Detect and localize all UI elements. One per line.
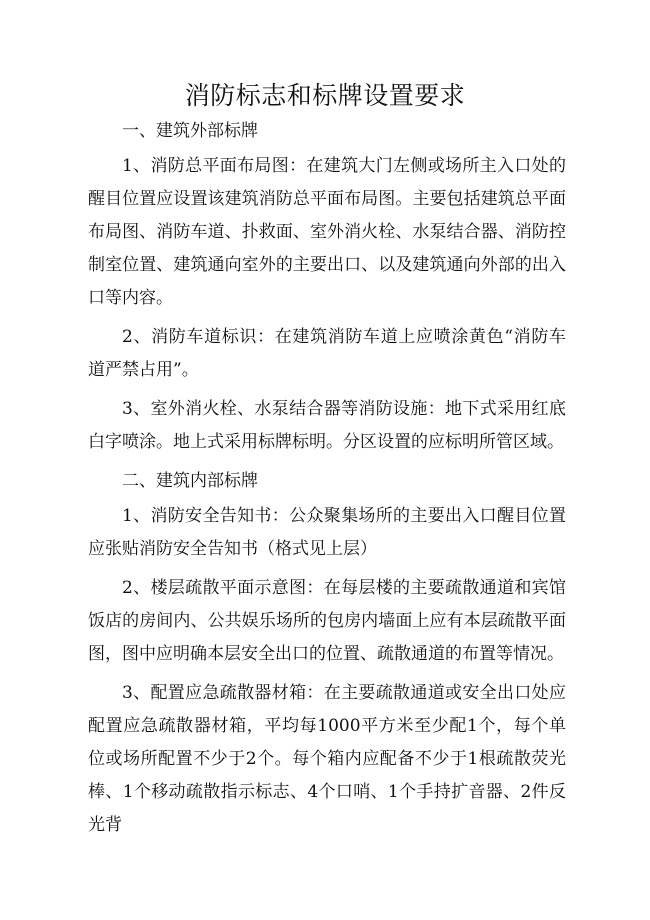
- paragraph-outdoor-hydrant: 3、室外消火栓、水泵结合器等消防设施：地下式采用红底白字喷涂。地上式采用标牌标明。分区设置的应标明所管区域。: [88, 399, 566, 452]
- paragraph-fire-layout-plan: 1、消防总平面布局图：在建筑大门左侧或场所主入口处的醒目位置应设置该建筑消防总平面布局图。主要包括建筑总平面布局图、消防车道、扑救面、室外消火栓、水泵结合器、消防控制室位置、建筑通向室外的主要出口、以及建筑通向外部的出入口等内容。: [88, 156, 566, 308]
- paragraph-evacuation-plan: 2、楼层疏散平面示意图：在每层楼的主要疏散通道和宾馆饭店的房间内、公共娱乐场所的包房内墙面上应有本层疏散平面图，图中应明确本层安全出口的位置、疏散通道的布置等情况。: [88, 578, 566, 664]
- paragraph-safety-notice: 1、消防安全告知书：公众聚集场所的主要出入口醒目位置应张贴消防安全告知书（格式见上层）: [88, 506, 566, 559]
- paragraph-evacuation-kit: 3、配置应急疏散器材箱：在主要疏散通道或安全出口处应配置应急疏散器材箱，平均每1000平方米至少配1个，每个单位或场所配置不少于2个。每个箱内应配备不少于1根疏散荧光棒、1个移动疏散指示标志、4个口哨、1个手持扩音器、2件反光背: [88, 683, 566, 835]
- section-heading-interior: 二、建筑内部标牌: [122, 471, 258, 491]
- document-body: [88, 115, 566, 842]
- paragraph-fire-lane-marking: 2、消防车道标识：在建筑消防车道上应喷涂黄色“消防车道严禁占用”。: [88, 327, 566, 380]
- section-heading-exterior: 一、建筑外部标牌: [122, 121, 258, 141]
- document-title: 消防标志和标牌设置要求: [184, 81, 466, 110]
